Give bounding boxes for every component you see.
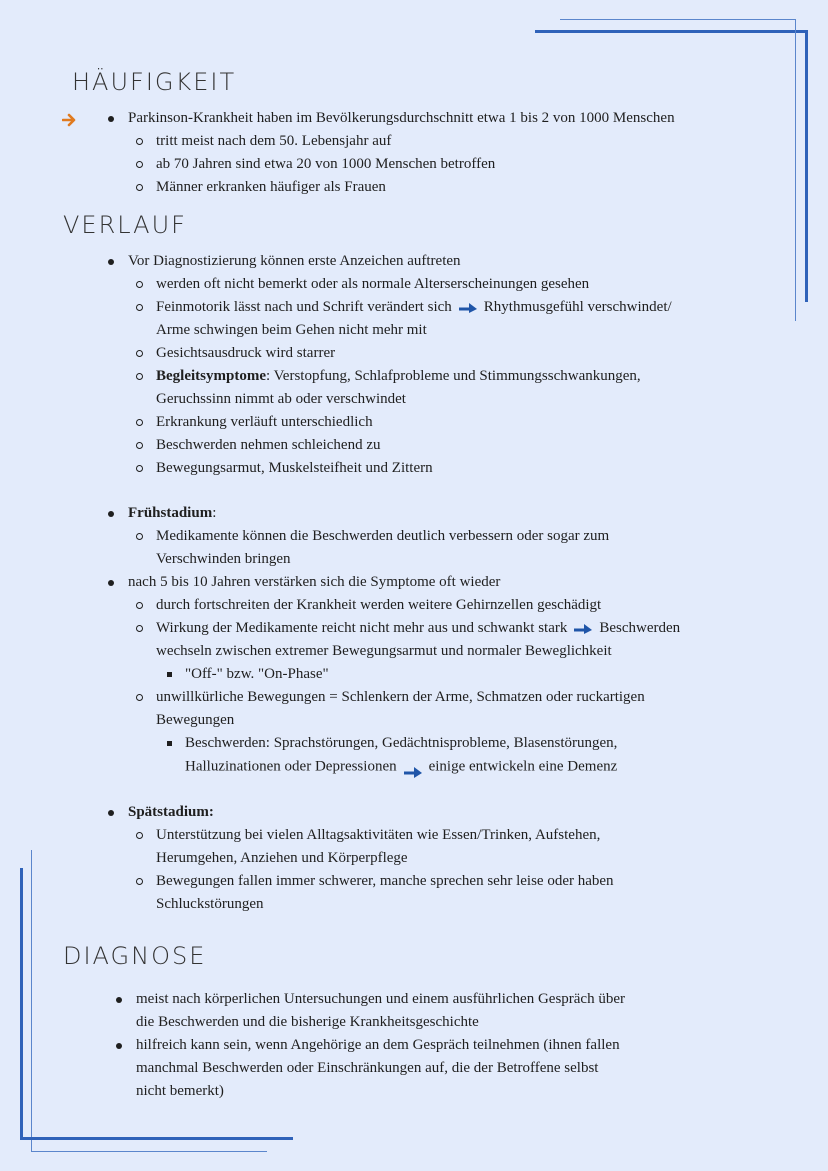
list-item: Begleitsymptome: Verstopfung, Schlafprobleme und Stimmungsschwankungen, Geruchssinn nimmt ab oder verschwindet <box>156 365 641 411</box>
list-item: "Off-" bzw. "On-Phase" <box>185 663 329 686</box>
frame-line-top-thin <box>560 19 796 20</box>
arrow-right-icon <box>403 765 423 779</box>
list-item: Beschwerden: Sprachstörungen, Gedächtnisprobleme, Blasenstörungen, Halluzinationen oder Depressionen einige entwickeln eine Demenz <box>185 732 617 779</box>
frame-line-right-thick <box>805 30 808 302</box>
frame-line-bottom-thin <box>31 1151 267 1152</box>
arrow-right-icon <box>458 302 478 314</box>
list-item: Beschwerden nehmen schleichend zu <box>156 434 381 457</box>
section-heading-haeufigkeit: HÄUFIGKEIT <box>72 68 237 96</box>
list-item: Männer erkranken häufiger als Frauen <box>156 176 386 199</box>
list-item: Unterstützung bei vielen Alltagsaktivitäten wie Essen/Trinken, Aufstehen, Herumgehen, Anziehen und Körperpflege <box>156 824 600 870</box>
list-item: Medikamente können die Beschwerden deutlich verbessern oder sogar zum Verschwinden bringen <box>156 525 609 571</box>
list-item: Wirkung der Medikamente reicht nicht mehr aus und schwankt stark Beschwerden wechseln zwischen extremer Bewegungsarmut und normaler Beweglichkeit <box>156 617 680 663</box>
list-item: Parkinson-Krankheit haben im Bevölkerungsdurchschnitt etwa 1 bis 2 von 1000 Menschen <box>128 107 675 130</box>
arrow-right-icon <box>573 623 593 635</box>
list-item: Bewegungsarmut, Muskelsteifheit und Zittern <box>156 457 433 480</box>
list-item: meist nach körperlichen Untersuchungen und einem ausführlichen Gespräch über die Beschwerden und die bisherige Krankheitsgeschichte <box>136 988 625 1034</box>
frame-line-left-thick <box>20 868 23 1140</box>
frame-line-bottom-thick <box>20 1137 293 1140</box>
list-item: nach 5 bis 10 Jahren verstärken sich die Symptome oft wieder <box>128 571 500 594</box>
list-item: Frühstadium: <box>128 502 216 525</box>
arrow-right-icon <box>62 113 78 127</box>
section-heading-diagnose: DIAGNOSE <box>63 942 207 970</box>
list-item: werden oft nicht bemerkt oder als normale Alterserscheinungen gesehen <box>156 273 589 296</box>
list-item: Spätstadium: <box>128 801 214 824</box>
list-item: durch fortschreiten der Krankheit werden weitere Gehirnzellen geschädigt <box>156 594 601 617</box>
list-item: hilfreich kann sein, wenn Angehörige an dem Gespräch teilnehmen (ihnen fallen manchmal Beschwerden oder Einschränkungen auf, die der Betroffene selbst nicht bemerkt) <box>136 1034 620 1103</box>
list-item: tritt meist nach dem 50. Lebensjahr auf <box>156 130 391 153</box>
frame-line-left-thin <box>31 850 32 1152</box>
list-item: unwillkürliche Bewegungen = Schlenkern der Arme, Schmatzen oder ruckartigen Bewegungen <box>156 686 645 732</box>
list-item: Feinmotorik lässt nach und Schrift verändert sich Rhythmusgefühl verschwindet/ Arme schwingen beim Gehen nicht mehr mit <box>156 296 672 342</box>
list-item: Erkrankung verläuft unterschiedlich <box>156 411 373 434</box>
list-item: Vor Diagnostizierung können erste Anzeichen auftreten <box>128 250 461 273</box>
list-item: ab 70 Jahren sind etwa 20 von 1000 Menschen betroffen <box>156 153 495 176</box>
frame-line-right-thin <box>795 19 796 321</box>
list-item: Gesichtsausdruck wird starrer <box>156 342 335 365</box>
section-heading-verlauf: VERLAUF <box>63 211 187 239</box>
list-item: Bewegungen fallen immer schwerer, manche sprechen sehr leise oder haben Schluckstörungen <box>156 870 614 916</box>
frame-line-top-thick <box>535 30 807 33</box>
